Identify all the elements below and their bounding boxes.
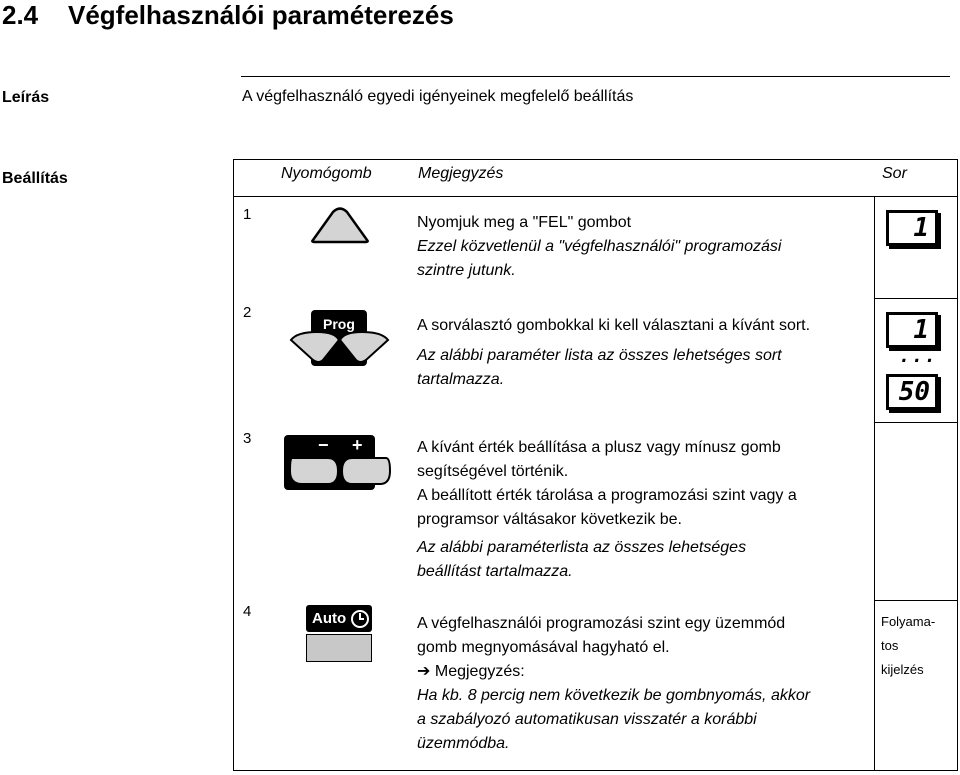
mode-button[interactable] bbox=[306, 634, 372, 662]
settings-label: Beállítás bbox=[2, 170, 68, 187]
row-1-line-2: Ezzel közvetlenül a "végfelhasználói" programozási bbox=[417, 238, 782, 255]
row-4-sor-text bbox=[881, 610, 935, 682]
row-1-line-1: Nyomjuk meg a "FEL" gombot bbox=[417, 214, 632, 231]
auto-button[interactable] bbox=[306, 605, 372, 632]
sor-column-divider bbox=[874, 196, 875, 771]
row-1-line-3: szintre jutunk. bbox=[417, 262, 516, 279]
row-4-line-2: gomb megnyomásával hagyható el. bbox=[417, 639, 670, 656]
plus-button[interactable] bbox=[340, 456, 392, 491]
row-4-line-5: a szabályozó automatikusan visszatér a korábbi bbox=[417, 711, 757, 728]
header-rule bbox=[241, 76, 950, 77]
sor-line-2: tos bbox=[881, 638, 899, 653]
header-note: Megjegyzés bbox=[418, 165, 504, 182]
section-title: Végfelhasználói paraméterezés bbox=[68, 0, 454, 30]
row-4-text bbox=[417, 612, 867, 756]
line-select-down-button[interactable] bbox=[289, 330, 341, 369]
section-number: 2.4 bbox=[2, 0, 39, 30]
row-3-text bbox=[417, 436, 867, 584]
row-2-line-3: tartalmazza. bbox=[417, 371, 505, 388]
prog-label: Prog bbox=[323, 316, 355, 332]
sor-rule-1 bbox=[874, 298, 958, 299]
sor-line-1: Folyama- bbox=[881, 614, 936, 629]
sor-line-3: kijelzés bbox=[881, 662, 924, 677]
row-2-text bbox=[417, 314, 867, 392]
plus-button-icon bbox=[340, 456, 392, 486]
row-2-line-2: Az alábbi paraméter lista az összes lehetséges sort bbox=[417, 347, 782, 364]
select-down-icon bbox=[289, 330, 341, 364]
row-3-line-3: A beállított érték tárolása a programozási szint vagy a bbox=[417, 487, 797, 504]
row-number-1: 1 bbox=[243, 206, 252, 223]
minus-button-icon bbox=[288, 456, 340, 486]
row-number-3: 3 bbox=[243, 430, 252, 447]
row-3-line-1: A kívánt érték beállítása a plusz vagy mínusz gomb bbox=[417, 439, 781, 456]
line-select-up-button[interactable] bbox=[338, 330, 390, 369]
description-text: A végfelhasználó egyedi igényeinek megfelelő beállítás bbox=[242, 88, 634, 105]
description-label: Leírás bbox=[2, 89, 50, 106]
minus-button[interactable] bbox=[288, 456, 340, 491]
display-row-1: 1 bbox=[886, 210, 938, 246]
row-3-line-4: programsor váltásakor következik be. bbox=[417, 511, 682, 528]
row-4-line-6: üzemmódba. bbox=[417, 735, 510, 752]
clock-icon bbox=[350, 609, 370, 629]
display-row-2-last: 50 bbox=[886, 374, 938, 410]
row-4-line-4: Ha kb. 8 percig nem következik be gombnyomás, akkor bbox=[417, 687, 811, 704]
row-4-note bbox=[417, 660, 867, 684]
auto-label: Auto bbox=[312, 610, 347, 627]
row-1-text bbox=[417, 211, 867, 283]
row-number-2: 2 bbox=[243, 304, 252, 321]
page-title bbox=[2, 0, 454, 31]
row-number-4: 4 bbox=[243, 603, 252, 620]
select-up-icon bbox=[338, 330, 390, 364]
row-4-line-1: A végfelhasználói programozási szint egy üzemmód bbox=[417, 615, 786, 632]
row-3-line-5: Az alábbi paraméterlista az összes lehetséges bbox=[417, 539, 747, 556]
header-row: Sor bbox=[882, 165, 907, 182]
sor-rule-3 bbox=[874, 600, 958, 601]
display-row-2-first: 1 bbox=[886, 312, 938, 348]
up-button[interactable] bbox=[309, 206, 371, 249]
arrow-icon: ➔ bbox=[417, 663, 431, 680]
row-3-line-2: segítségével történik. bbox=[417, 463, 569, 480]
row-4-line-3: Megjegyzés: bbox=[434, 663, 525, 680]
plus-label: + bbox=[352, 435, 363, 455]
header-button: Nyomógomb bbox=[281, 165, 372, 182]
row-2-line-1: A sorválasztó gombokkal ki kell választani a kívánt sort. bbox=[417, 317, 811, 334]
table-header-rule bbox=[233, 196, 958, 197]
display-row-2-dots: ... bbox=[899, 346, 938, 367]
sor-rule-2 bbox=[874, 422, 958, 423]
minus-label: − bbox=[318, 435, 329, 455]
row-3-line-6: beállítást tartalmazza. bbox=[417, 563, 573, 580]
up-arrow-icon bbox=[309, 206, 371, 244]
